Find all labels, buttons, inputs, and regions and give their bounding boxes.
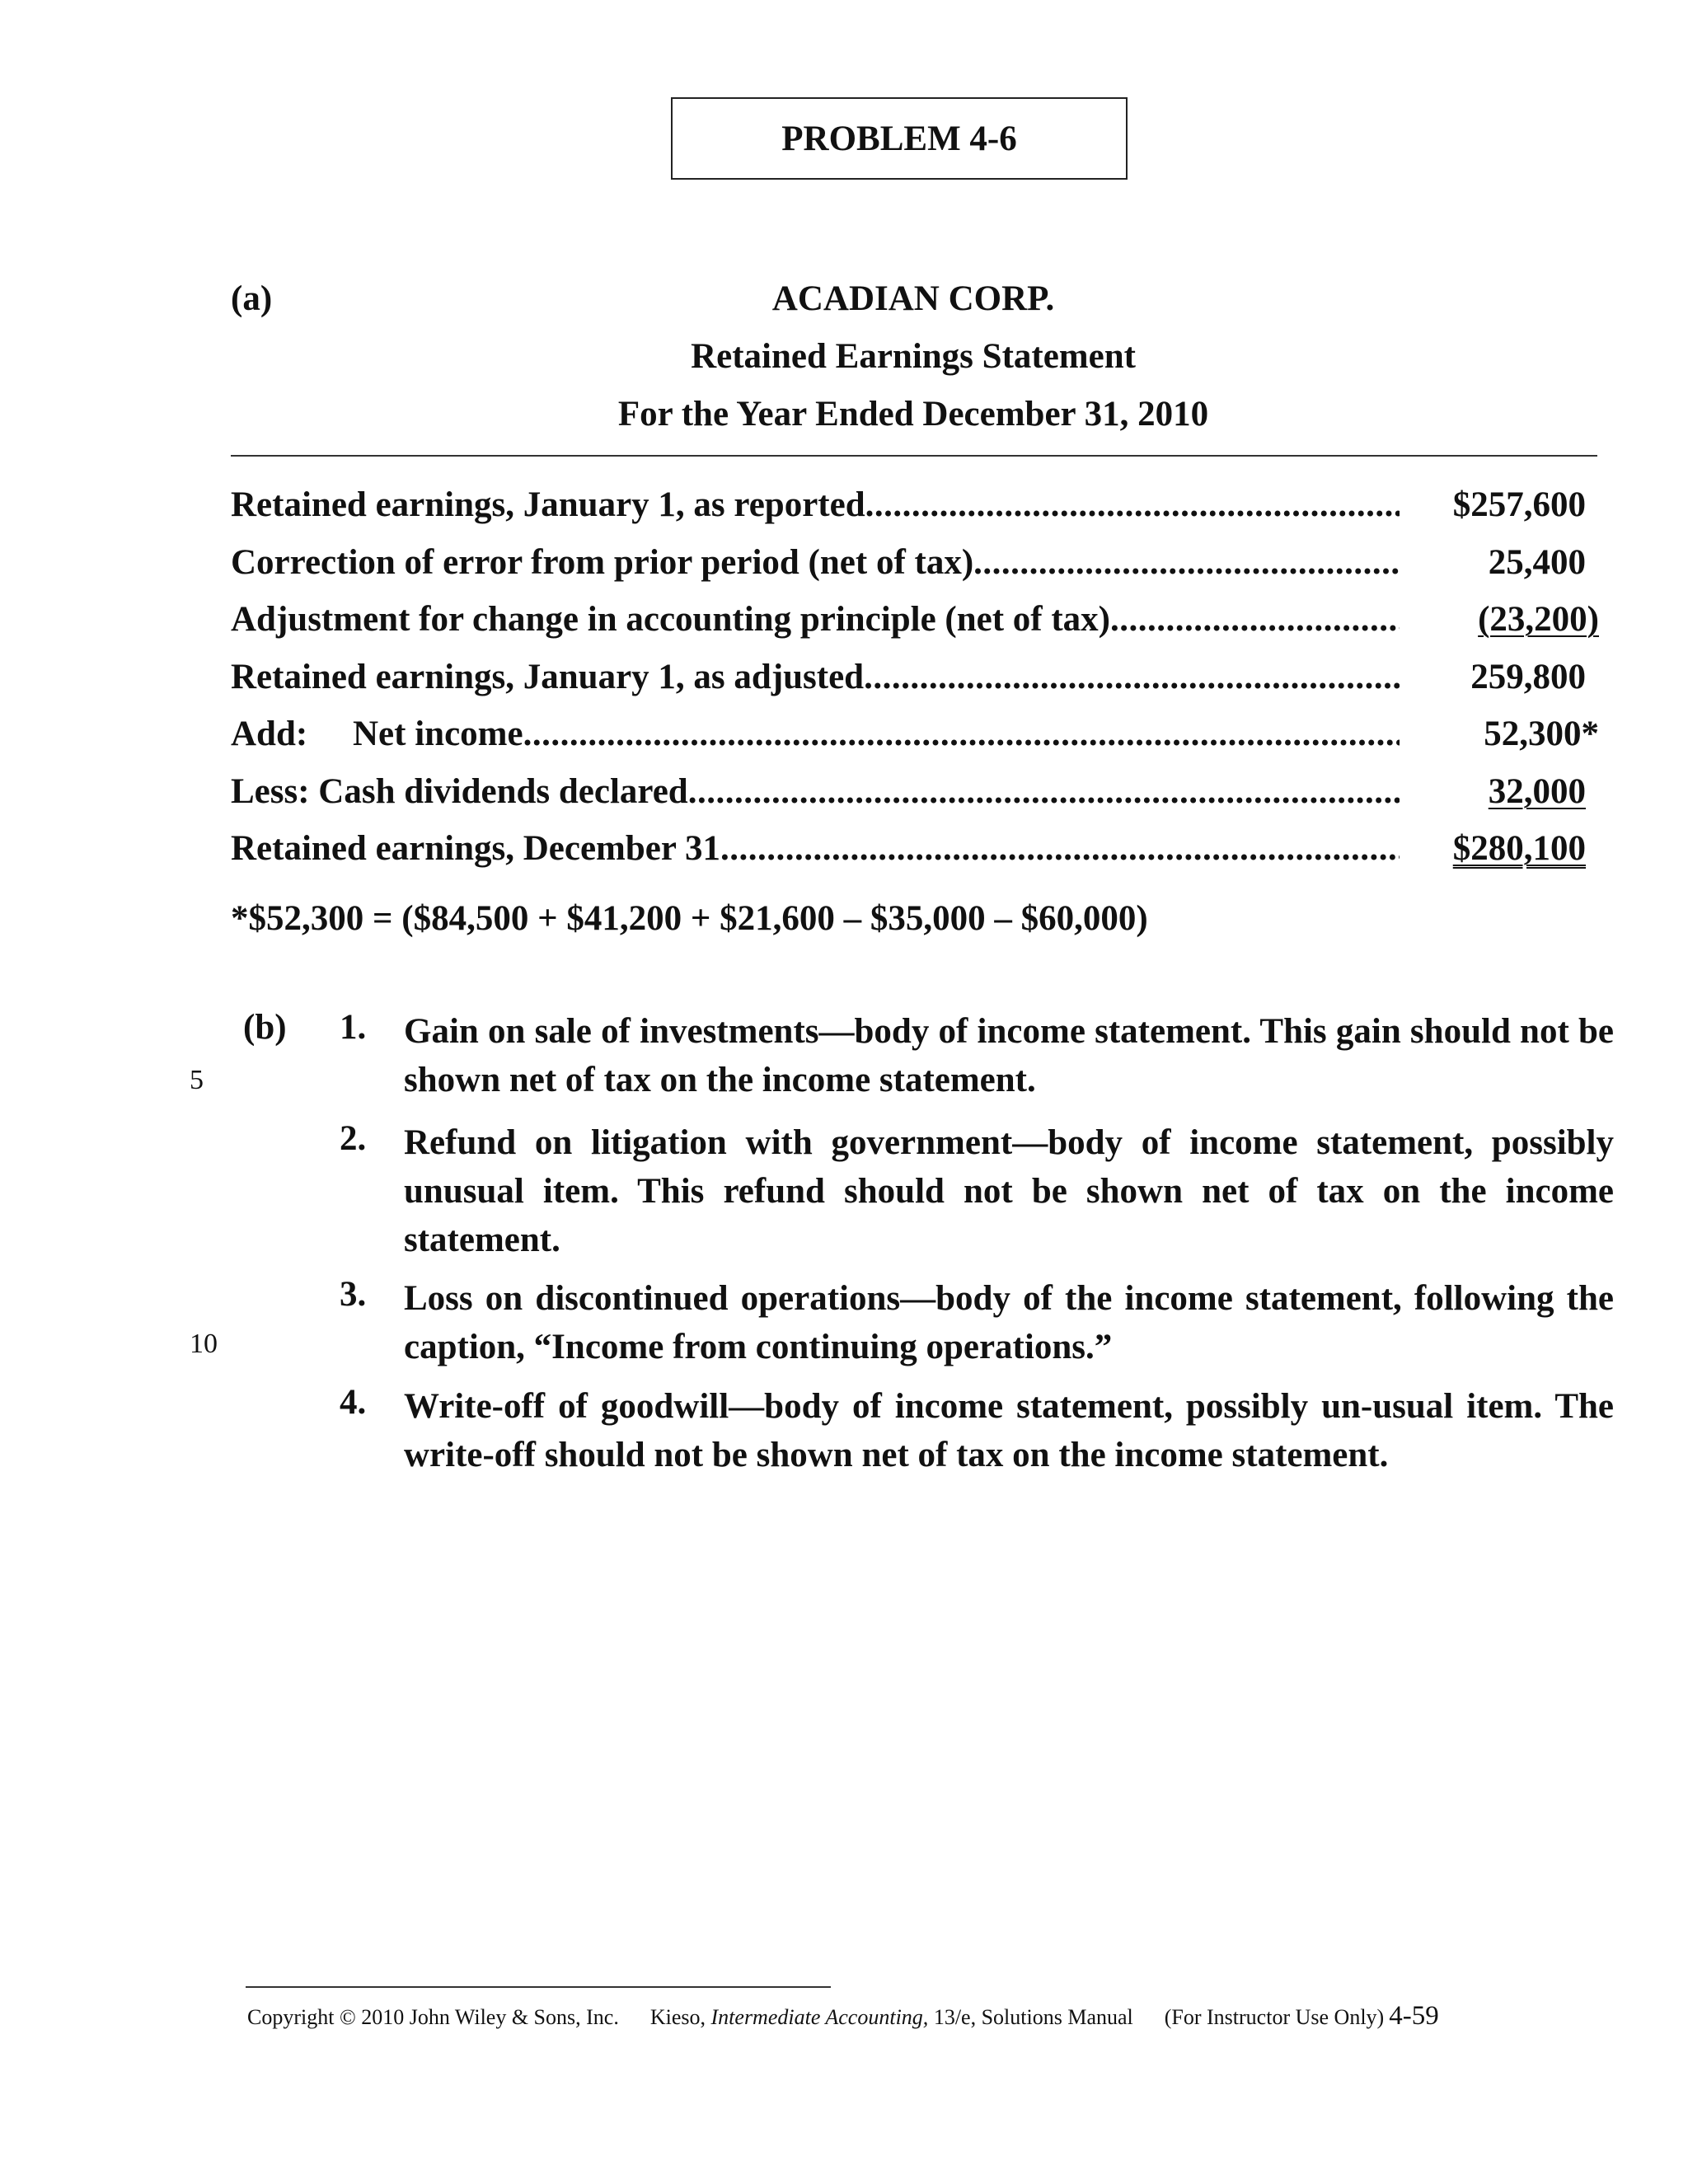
part-a-label: (a) bbox=[231, 279, 273, 318]
row-amount: $280,100 bbox=[1452, 829, 1586, 868]
footer-usage: (For Instructor Use Only) bbox=[1164, 2005, 1385, 2029]
item-text: Gain on sale of investments—body of income statement. This gain should not be shown net of tax on the income statement. bbox=[404, 1012, 1614, 1099]
footer-edition: 13/e, Solutions Manual bbox=[933, 2005, 1133, 2029]
statement-row-re-adjusted bbox=[231, 657, 1599, 706]
row-label: Adjustment for change in accounting principle (net of tax) ..... bbox=[231, 599, 1400, 640]
item-number: 4. bbox=[340, 1383, 367, 1422]
statement-row-correction bbox=[231, 542, 1599, 592]
statement-row-re-ending bbox=[231, 828, 1599, 878]
row-amount: 25,400 bbox=[1488, 543, 1586, 582]
footer-copyright: Copyright © 2010 John Wiley & Sons, Inc. bbox=[247, 2005, 619, 2029]
row-label: Less: Cash dividends declared ..... bbox=[231, 771, 1400, 812]
footer-book-title: Intermediate Accounting, bbox=[710, 2005, 929, 2029]
line-number: 10 bbox=[190, 1329, 218, 1359]
row-prefix: Add: bbox=[231, 715, 308, 753]
net-income-footnote: *$52,300 = ($84,500 + $41,200 + $21,600 – $35,000 – $60,000) bbox=[231, 899, 1148, 938]
row-amount: 259,800 bbox=[1470, 658, 1586, 696]
item-text: Refund on litigation with government—body of income statement, possibly unusual item. This refund should not be shown net of tax on the income statement. bbox=[404, 1123, 1614, 1259]
row-label: Retained earnings, January 1, as reported ..... bbox=[231, 485, 1400, 525]
problem-title: PROBLEM 4-6 bbox=[671, 97, 1128, 180]
statement-row-net-income bbox=[231, 714, 1599, 763]
page-number: 4-59 bbox=[1389, 2001, 1439, 2031]
statement-name: Retained Earnings Statement bbox=[691, 337, 1136, 376]
line-number: 5 bbox=[190, 1065, 204, 1095]
item-number: 3. bbox=[340, 1275, 367, 1314]
row-label: Retained earnings, December 31 ..... bbox=[231, 828, 1400, 869]
row-label-text: Net income bbox=[353, 715, 523, 753]
item-text: Write-off of goodwill—body of income statement, possibly un-usual item. The write-off should not be shown net of tax on the income statement. bbox=[404, 1387, 1614, 1474]
row-label: Correction of error from prior period (net of tax) ..... bbox=[231, 542, 1400, 583]
company-name: ACADIAN CORP. bbox=[771, 279, 1055, 318]
footer-author: Kieso, bbox=[649, 2005, 706, 2029]
statement-period: For the Year Ended December 31, 2010 bbox=[617, 395, 1209, 434]
row-amount: $257,600 bbox=[1452, 485, 1586, 524]
row-label bbox=[231, 714, 1400, 754]
item-text: Loss on discontinued operations—body of the income statement, following the caption, “Income from continuing operations.” bbox=[404, 1279, 1614, 1366]
header-rule bbox=[231, 455, 1597, 457]
row-label: Retained earnings, January 1, as adjusted ..... bbox=[231, 657, 1400, 697]
page-footer bbox=[247, 2001, 1439, 2032]
row-amount: (23,200) bbox=[1478, 600, 1599, 639]
item-number: 1. bbox=[340, 1008, 367, 1047]
footer-rule bbox=[246, 1986, 831, 1988]
statement-row-re-reported bbox=[231, 485, 1599, 534]
row-amount: 32,000 bbox=[1488, 772, 1586, 811]
statement-row-adjustment bbox=[231, 599, 1599, 649]
statement-row-dividends bbox=[231, 771, 1599, 821]
item-number: 2. bbox=[340, 1119, 367, 1158]
row-amount: 52,300* bbox=[1484, 715, 1599, 753]
part-b-label: (b) bbox=[243, 1008, 287, 1047]
